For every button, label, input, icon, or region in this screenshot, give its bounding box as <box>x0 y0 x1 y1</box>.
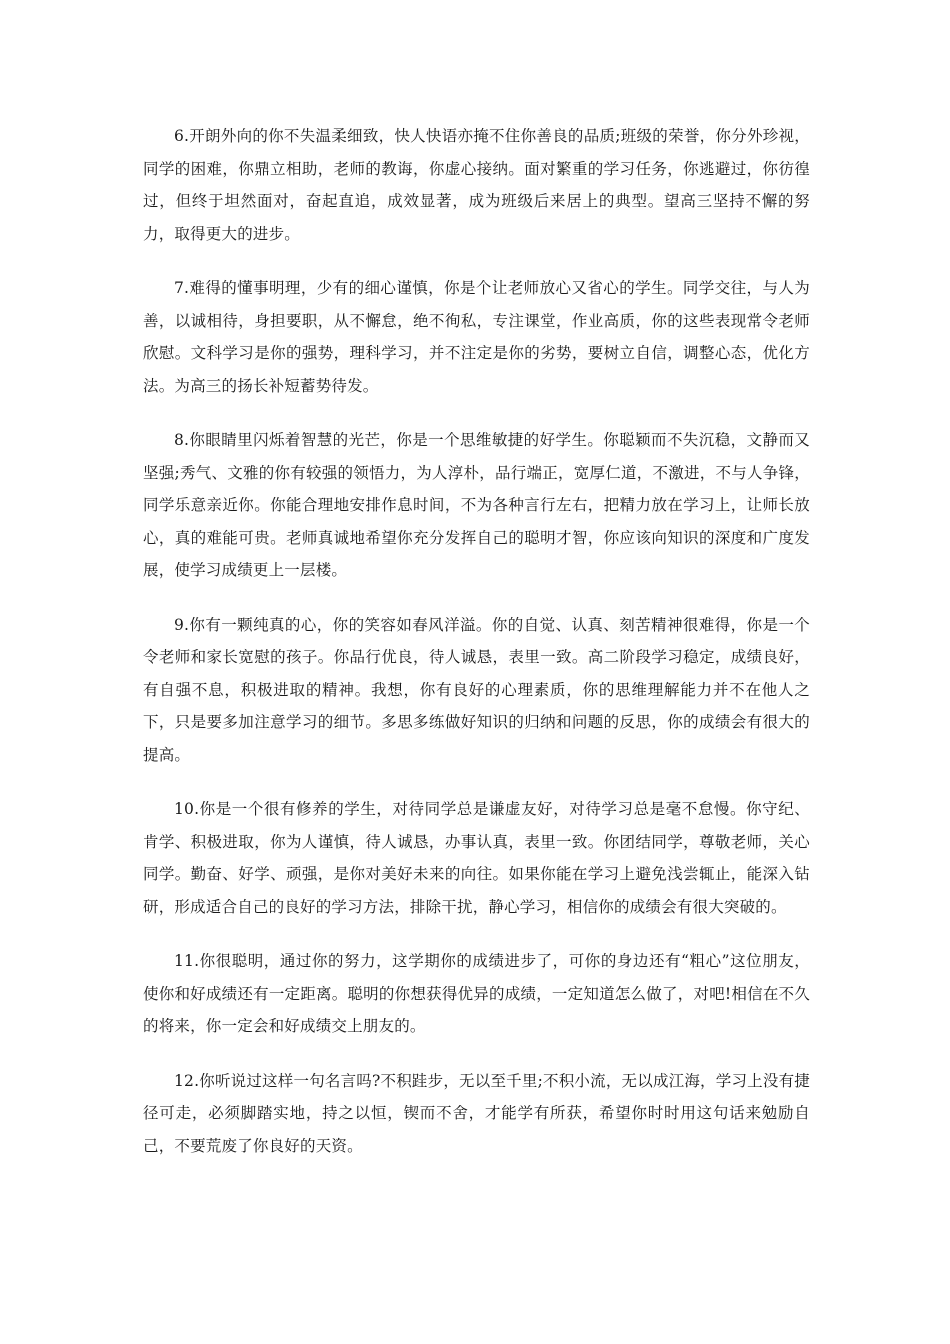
paragraph-7: 7.难得的懂事明理，少有的细心谨慎，你是个让老师放心又省心的学生。同学交往，与人为善，以诚相待，身担要职，从不懈怠，绝不徇私，专注课堂，作业高质，你的这些表现常令老师欣慰。文科学习是你的强势，理科学习，并不注定是你的劣势，要树立自信，调整心态，优化方法。为高三的扬长补短蓄势待发。 <box>143 279 810 395</box>
paragraph-9: 9.你有一颗纯真的心，你的笑容如春风洋溢。你的自觉、认真、刻苦精神很难得，你是一个令老师和家长宽慰的孩子。你品行优良，待人诚恳，表里一致。高二阶段学习稳定，成绩良好，有自强不息，积极进取的精神。我想，你有良好的心理素质，你的思维理解能力并不在他人之下，只是要多加注意学习的细节。多思多练做好知识的归纳和问题的反思，你的成绩会有很大的提高。 <box>143 615 810 764</box>
paragraph-11: 11.你很聪明，通过你的努力，这学期你的成绩进步了，可你的身边还有“粗心”这位朋友，使你和好成绩还有一定距离。聪明的你想获得优异的成绩，一定知道怎么做了，对吧!相信在不久的将来，你一定会和好成绩交上朋友的。 <box>143 952 810 1035</box>
document-body <box>143 120 810 1162</box>
paragraph-10: 10.你是一个很有修养的学生，对待同学总是谦虚友好，对待学习总是毫不怠慢。你守纪、肯学、积极进取，你为人谨慎，待人诚恳，办事认真，表里一致。你团结同学，尊敬老师，关心同学。勤奋、好学、顽强，是你对美好未来的向往。如果你能在学习上避免浅尝辄止，能深入钻研，形成适合自己的良好的学习方法，排除干扰，静心学习，相信你的成绩会有很大突破的。 <box>143 800 810 916</box>
paragraph-6: 6.开朗外向的你不失温柔细致，快人快语亦掩不住你善良的品质;班级的荣誉，你分外珍视，同学的困难，你鼎立相助，老师的教诲，你虚心接纳。面对繁重的学习任务，你逃避过，你彷徨过，但终于坦然面对，奋起直追，成效显著，成为班级后来居上的典型。望高三坚持不懈的努力，取得更大的进步。 <box>143 127 810 243</box>
paragraph-12: 12.你听说过这样一句名言吗?不积跬步，无以至千里;不积小流，无以成江海，学习上没有捷径可走，必须脚踏实地，持之以恒，锲而不舍，才能学有所获，希望你时时用这句话来勉励自己，不要荒废了你良好的天资。 <box>143 1071 810 1155</box>
paragraph-8: 8.你眼睛里闪烁着智慧的光芒，你是一个思维敏捷的好学生。你聪颖而不失沉稳，文静而又坚强;秀气、文雅的你有较强的领悟力，为人淳朴，品行端正，宽厚仁道，不激进，不与人争锋，同学乐意亲近你。你能合理地安排作息时间，不为各种言行左右，把精力放在学习上，让师长放心，真的难能可贵。老师真诚地希望你充分发挥自己的聪明才智，你应该向知识的深度和广度发展，使学习成绩更上一层楼。 <box>143 431 810 579</box>
